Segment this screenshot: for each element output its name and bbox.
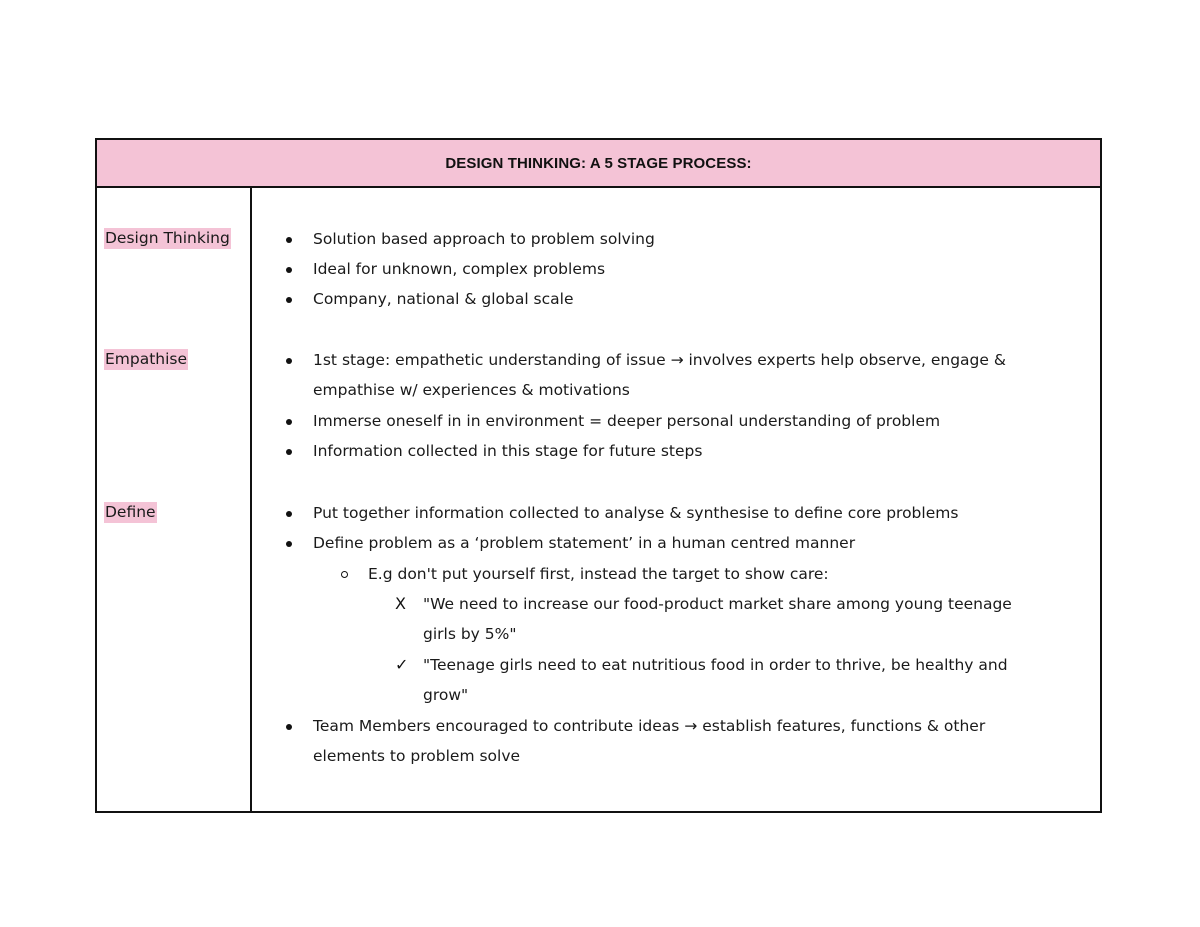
- bullet-icon: [286, 541, 292, 547]
- list-item: 1st stage: empathetic understanding of issue → involves experts help observe, engage &: [313, 351, 1006, 369]
- list-item-continuation: elements to problem solve: [313, 747, 521, 765]
- list-item: Immerse oneself in in environment = deeper personal understanding of problem: [313, 412, 941, 430]
- list-item: Team Members encouraged to contribute ideas → establish features, functions & other: [313, 717, 986, 735]
- cross-icon: X: [395, 594, 406, 613]
- bullet-icon: [286, 724, 292, 730]
- bullet-icon: [286, 267, 292, 273]
- list-item: Company, national & global scale: [313, 290, 574, 308]
- term-define: Define: [105, 503, 156, 521]
- sub-sub-list-item: "We need to increase our food-product market share among young teenage: [423, 595, 1012, 613]
- hollow-bullet-icon: [341, 571, 348, 578]
- design-thinking-table: [95, 138, 1102, 813]
- sub-sub-list-item-continuation: girls by 5%": [423, 625, 517, 643]
- list-item: Put together information collected to analyse & synthesise to define core problems: [313, 504, 959, 522]
- column-divider: [250, 186, 252, 811]
- bullet-icon: [286, 237, 292, 243]
- bullet-icon: [286, 419, 292, 425]
- list-item: Ideal for unknown, complex problems: [313, 260, 606, 278]
- check-icon: ✓: [395, 655, 409, 674]
- table-header: [97, 140, 1100, 188]
- bullet-icon: [286, 297, 292, 303]
- list-item: Information collected in this stage for future steps: [313, 442, 703, 460]
- sub-sub-list-item: "Teenage girls need to eat nutritious food in order to thrive, be healthy and: [423, 656, 1008, 674]
- bullet-icon: [286, 358, 292, 364]
- sub-sub-list-item-continuation: grow": [423, 686, 469, 704]
- list-item: Define problem as a ‘problem statement’ in a human centred manner: [313, 534, 856, 552]
- list-item-continuation: empathise w/ experiences & motivations: [313, 381, 630, 399]
- term-empathise: Empathise: [105, 350, 188, 368]
- bullet-icon: [286, 511, 292, 517]
- list-item: Solution based approach to problem solving: [313, 230, 655, 248]
- bullet-icon: [286, 449, 292, 455]
- term-design-thinking: Design Thinking: [105, 229, 230, 247]
- sub-list-item: E.g don't put yourself first, instead the target to show care:: [368, 565, 829, 583]
- table-title: DESIGN THINKING: A 5 STAGE PROCESS:: [445, 154, 752, 172]
